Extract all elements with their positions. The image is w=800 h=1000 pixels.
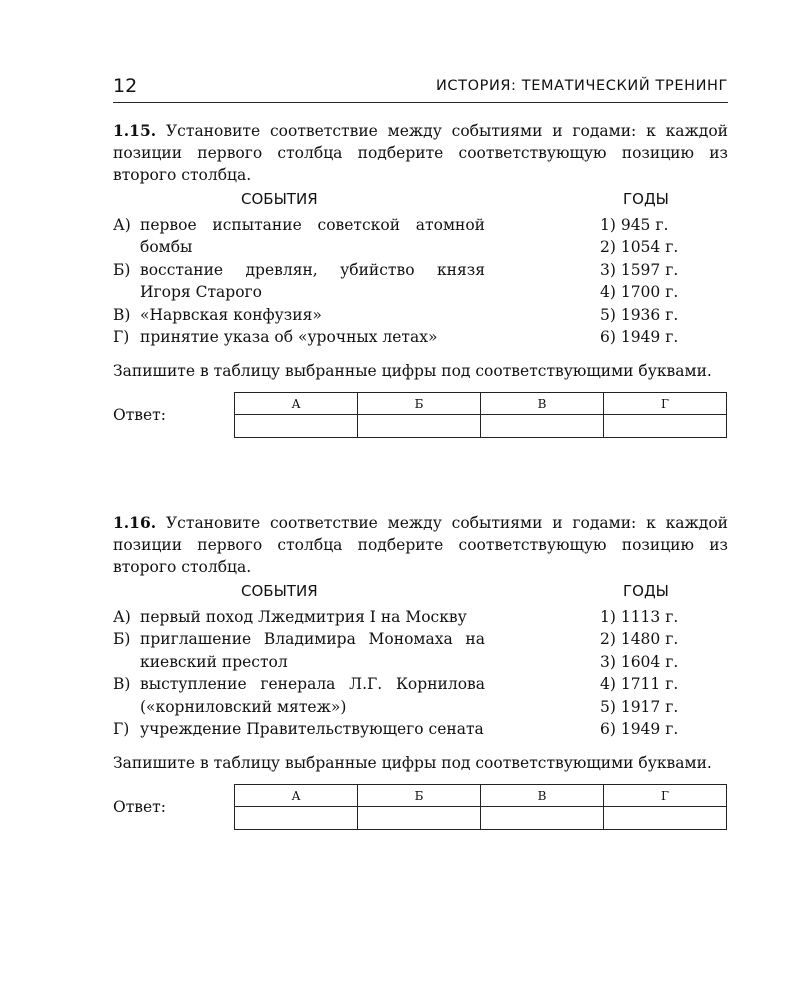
events-list: [113, 606, 485, 740]
event-item: [113, 606, 485, 628]
event-letter: А): [113, 216, 131, 234]
task-1-16: [113, 512, 728, 834]
year-item: 2) 1054 г.: [600, 238, 679, 257]
year-item: 1) 1113 г.: [600, 608, 679, 626]
year-item: 6) 1949 г.: [600, 328, 679, 347]
task-1-15: [113, 120, 728, 442]
answer-cell[interactable]: [235, 807, 358, 830]
event-letter: В): [113, 305, 131, 324]
task-intro: [113, 512, 728, 578]
event-item: [113, 214, 485, 259]
event-letter: В): [113, 675, 131, 694]
year-item: 5) 1936 г.: [600, 305, 679, 324]
event-letter: Б): [113, 260, 131, 279]
event-text: «Нарвская конфузия»: [140, 305, 322, 324]
columns-header: [113, 190, 728, 214]
task-number: 1.15.: [113, 121, 157, 140]
events-column-title: СОБЫТИЯ: [241, 582, 318, 600]
event-text: первый поход Лжедмитрия I на Москву: [140, 608, 467, 626]
event-text: учреждение Правительствующего сената: [140, 720, 484, 739]
events-column-title: СОБЫТИЯ: [241, 190, 318, 208]
answer-table: [234, 392, 727, 438]
year-item: 3) 1597 г.: [600, 260, 679, 279]
years-list: [600, 214, 678, 348]
year-item: 4) 1711 г.: [600, 675, 679, 694]
answer-column-header: Г: [604, 785, 727, 807]
answer-cell[interactable]: [358, 415, 481, 438]
event-item: [113, 259, 485, 304]
event-letter: А): [113, 608, 131, 626]
task-intro-text: Установите соответствие между событиями и годами: к каждой позиции первого столбца подберите соответствующую позицию из второго столбца.: [113, 514, 728, 576]
event-letter: Б): [113, 630, 131, 649]
answer-cell[interactable]: [481, 415, 604, 438]
answer-cell[interactable]: [358, 807, 481, 830]
event-text: выступление генерала Л.Г. Корнилова («корниловский мятеж»): [140, 675, 485, 716]
answer-table: [234, 784, 727, 830]
match-columns: [113, 606, 728, 740]
years-column-title: ГОДЫ: [623, 190, 669, 208]
page-header: [113, 72, 728, 103]
instruction: Запишите в таблицу выбранные цифры под соответствующими буквами.: [113, 754, 712, 773]
event-text: восстание древлян, убийство князя Игоря Старого: [140, 260, 485, 302]
columns-header: [113, 582, 728, 606]
event-letter: Г): [113, 328, 130, 347]
year-item: 3) 1604 г.: [600, 652, 679, 671]
answer-label: Ответ:: [113, 798, 166, 817]
answer-cell[interactable]: [235, 415, 358, 438]
answer-column-header: А: [235, 785, 358, 807]
task-intro-text: Установите соответствие между событиями и годами: к каждой позиции первого столбца подберите соответствующую позицию из второго столбца.: [113, 122, 728, 184]
event-text: первое испытание советской атомной бомбы: [140, 216, 485, 257]
match-columns: [113, 214, 728, 348]
year-item: 6) 1949 г.: [600, 720, 679, 739]
year-item: 2) 1480 г.: [600, 630, 679, 649]
event-item: [113, 673, 485, 718]
answer-column-header: В: [481, 393, 604, 415]
answer-block: [113, 784, 728, 834]
answer-label: Ответ:: [113, 406, 166, 425]
task-intro: [113, 120, 728, 186]
answer-column-header: Б: [358, 393, 481, 415]
year-item: 1) 945 г.: [600, 216, 669, 234]
instruction: Запишите в таблицу выбранные цифры под соответствующими буквами.: [113, 362, 712, 381]
events-list: [113, 214, 485, 348]
answer-cell[interactable]: [604, 807, 727, 830]
answer-column-header: В: [481, 785, 604, 807]
event-item: [113, 304, 485, 326]
answer-column-header: Б: [358, 785, 481, 807]
event-item: [113, 326, 485, 348]
page-number: 12: [113, 75, 138, 97]
answer-column-header: А: [235, 393, 358, 415]
event-item: [113, 718, 485, 740]
task-number: 1.16.: [113, 513, 157, 532]
event-text: принятие указа об «урочных летах»: [140, 328, 438, 347]
event-item: [113, 628, 485, 673]
answer-column-header: Г: [604, 393, 727, 415]
answer-cell[interactable]: [604, 415, 727, 438]
event-text: приглашение Владимира Мономаха на киевский престол: [140, 630, 485, 671]
answer-cell[interactable]: [481, 807, 604, 830]
running-title: ИСТОРИЯ: ТЕМАТИЧЕСКИЙ ТРЕНИНГ: [435, 78, 728, 94]
answer-block: [113, 392, 728, 442]
year-item: 4) 1700 г.: [600, 283, 679, 302]
years-column-title: ГОДЫ: [623, 582, 669, 600]
year-item: 5) 1917 г.: [600, 697, 679, 716]
years-list: [600, 606, 678, 740]
event-letter: Г): [113, 720, 130, 739]
